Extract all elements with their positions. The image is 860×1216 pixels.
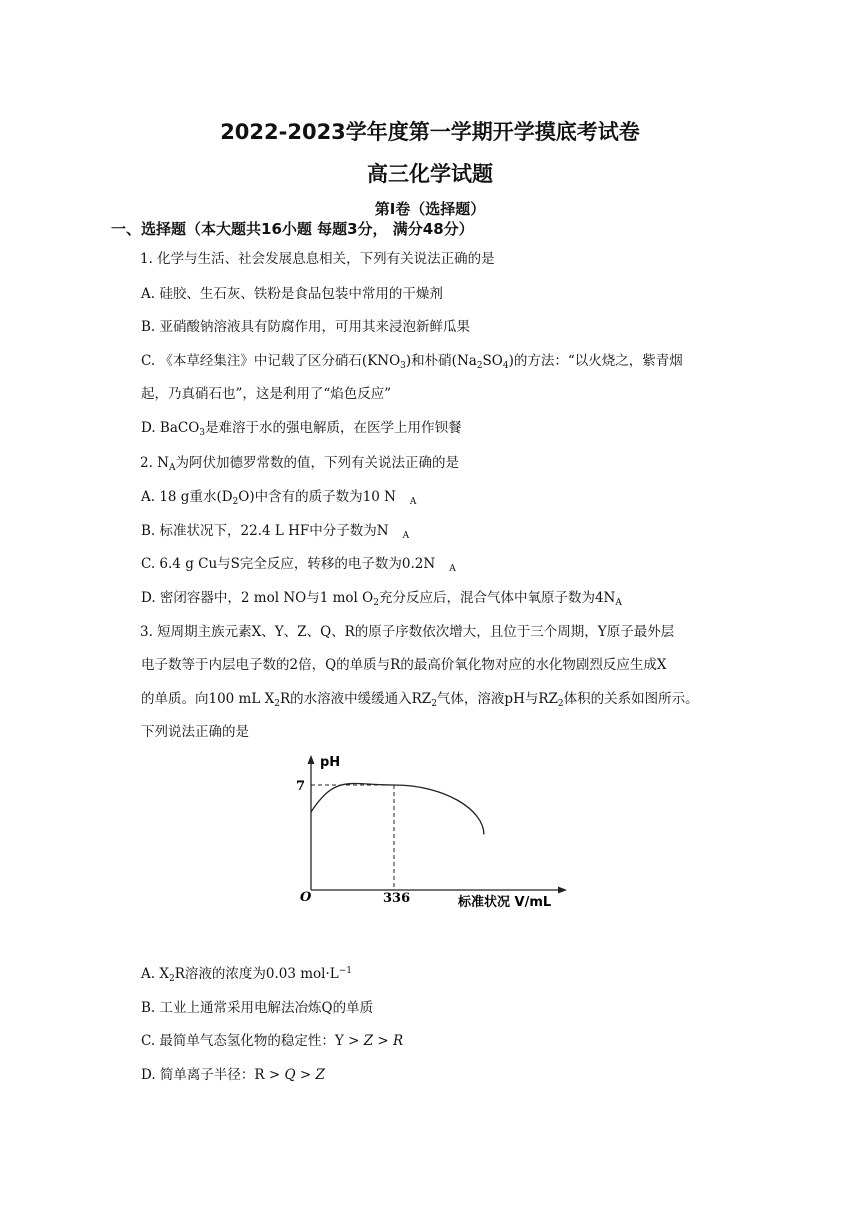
- q2-option-c: C. 6.4 g Cu与S完全反应，转移的电子数为0.2N $_A$: [141, 556, 456, 574]
- q3-option-b: B. 工业上通常采用电解法冶炼Q的单质: [141, 1000, 374, 1016]
- q1-option-a: A. 硅胶、生石灰、铁粉是食品包装中常用的干燥剂: [141, 286, 443, 302]
- q3-option-a: A. $X_2R$溶液的浓度为0.03 $mol\cdot L^{-1}$: [141, 966, 352, 984]
- origin-label: O: [300, 890, 312, 905]
- q1-option-b: B. 亚硝酸钠溶液具有防腐作用，可用其来浸泡新鲜瓜果: [141, 319, 471, 335]
- q1-stem: 1. 化学与生活、社会发展息息相关，下列有关说法正确的是: [140, 251, 495, 267]
- exam-subtitle: 高三化学试题: [367, 162, 493, 186]
- x-axis-label: 标准状况 V/mL: [458, 895, 552, 910]
- q3-stem-line4: 下列说法正确的是: [141, 724, 249, 740]
- q2-option-a: A. 18 g重水$(D_2O)$中含有的质子数为10 N $_A$: [141, 489, 417, 507]
- q3-stem-line1: 3. 短周期主族元素X、Y、Z、Q、R的原子序数依次增大，且位于三个周期，Y原子最外层: [140, 624, 675, 640]
- y-axis-label: pH: [320, 755, 341, 770]
- exam-title: 2022-2023学年度第一学期开学摸底考试卷: [220, 120, 640, 144]
- q3-stem-line2: 电子数等于内层电子数的2倍，Q的单质与R的最高价氧化物对应的水化物剧烈反应生成X: [141, 657, 667, 673]
- q3-option-d: D. 简单离子半径：R > Q > Z: [141, 1067, 325, 1083]
- x-tick-label: 336: [383, 891, 411, 906]
- q2-option-b: B. 标准状况下，22.4 L HF中分子数为N $_A$: [141, 523, 410, 541]
- q3-stem-line3: 的单质。向100 mL $X_2R$的水溶液中缓缓通入$RZ_2$气体，溶液pH与$RZ_2$体积的关系如图所示。: [141, 691, 699, 709]
- ph-curve: [311, 784, 484, 835]
- q1-option-d: D. BaCO$_3$是难溶于水的强电解质，在医学上用作钡餐: [141, 420, 462, 438]
- q2-stem: 2. $N_A$为阿伏加德罗常数的值，下列有关说法正确的是: [140, 455, 459, 473]
- volume-heading: 第Ⅰ卷（选择题）: [374, 200, 486, 218]
- q1-option-c: C. 《本草经集注》中记载了区分硝石$(KNO_3)$和朴硝$(Na_2SO_4)$的方法：“以火烧之，紫青烟: [141, 353, 683, 371]
- section-heading: 一、选择题（本大题共16小题 每题3分， 满分48分）: [111, 220, 474, 238]
- y-axis-arrow: [308, 755, 315, 764]
- ph-volume-chart: [290, 745, 580, 915]
- y-tick-label: 7: [296, 779, 306, 794]
- x-axis-arrow: [558, 887, 567, 894]
- q1-option-c-line2: 起，乃真硝石也”，这是利用了“焰色反应”: [141, 386, 392, 402]
- q2-option-d: D. 密闭容器中，2 mol NO与1 mol $O_2$充分反应后，混合气体中氧原子数为$4N_A$: [141, 590, 622, 608]
- q3-option-c: C. 最简单气态氢化物的稳定性：Y > Z > R: [141, 1033, 404, 1049]
